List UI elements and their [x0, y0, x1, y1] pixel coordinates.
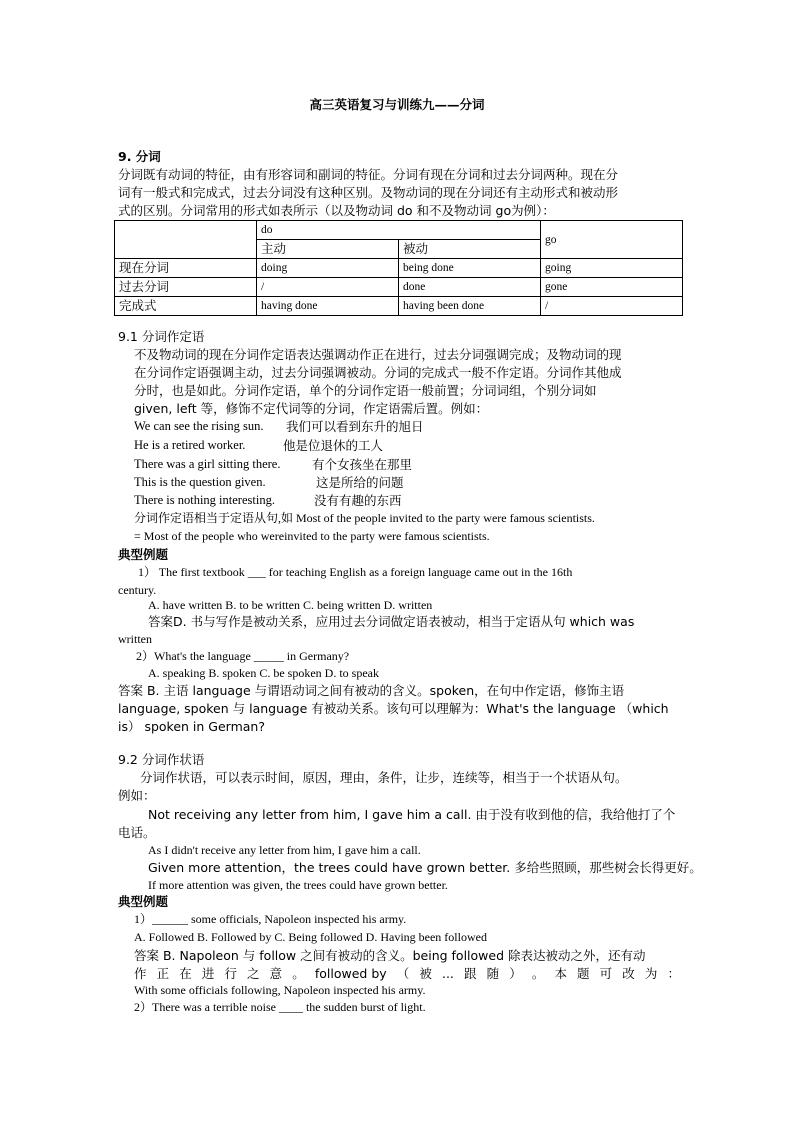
example-en: He is a retired worker. — [134, 438, 246, 452]
row-label: 完成式 — [115, 297, 257, 316]
participle-forms-table — [114, 220, 683, 316]
example-line: 电话。 — [118, 825, 156, 840]
paragraph-line: 例如： — [118, 788, 156, 803]
question-options: A. have written B. to be written C. being written D. written — [148, 598, 433, 612]
cell-passive: being done — [399, 259, 541, 278]
row-label: 过去分词 — [115, 278, 257, 297]
paragraph-line: given, left 等，修饰不定代词等的分词，作定语需后置。例如： — [134, 401, 489, 416]
example-cn: 有个女孩坐在那里 — [312, 457, 413, 472]
cell-active: having done — [257, 297, 399, 316]
cell-go: / — [541, 297, 683, 316]
example-line: Not receiving any letter from him, I gave him a call. 由于没有收到他的信，我给他打了个 — [148, 807, 676, 822]
question-line: 2）There was a terrible noise ____ the sudden burst of light. — [134, 1000, 426, 1014]
example-line: As I didn't receive any letter from him, I gave him a call. — [148, 843, 421, 857]
answer-line: language, spoken 与 language 有被动关系。该句可以理解为：What's the language （which — [118, 701, 669, 716]
question-line: 1）______ some officials, Napoleon inspected his army. — [134, 912, 407, 926]
justified-word: 意 — [269, 966, 283, 981]
table-header-active: 主动 — [257, 240, 399, 259]
table-row — [115, 259, 683, 278]
answer-line: 答案D. 书与写作是被动关系，应用过去分词做定语表被动，相当于定语从句 which was — [148, 614, 635, 629]
justified-word: ... — [441, 966, 454, 981]
paragraph-line: 不及物动词的现在分词作定语表达强调动作正在进行，过去分词强调完成；及物动词的现 — [134, 347, 622, 362]
justified-word: ） — [509, 966, 522, 981]
answer-line: With some officials following, Napoleon inspected his army. — [134, 983, 426, 997]
justified-word: 之 — [247, 966, 260, 981]
table-corner-cell — [115, 221, 257, 259]
justified-word: followed by — [314, 966, 387, 981]
justified-word: 作 — [134, 966, 147, 981]
justified-word: 题 — [577, 966, 590, 981]
answer-line: written — [118, 632, 152, 646]
example-en: This is the question given. — [134, 475, 266, 489]
equivalence-line: = Most of the people who wereinvited to the party were famous scientists. — [134, 529, 490, 543]
example-en: We can see the rising sun. — [134, 419, 264, 433]
typical-examples-heading: 典型例题 — [118, 894, 169, 909]
justified-word: 跟 — [464, 966, 477, 981]
answer-line: 答案 B. Napoleon 与 follow 之间有被动的含义。being followed 除表达被动之外，还有动 — [134, 948, 646, 963]
intro-line-3: 式的区别。分词常用的形式如表所示（以及物动词 do 和不及物动词 go为例）： — [118, 203, 555, 218]
cell-passive: having been done — [399, 297, 541, 316]
example-en: There was a girl sitting there. — [134, 457, 281, 471]
example-cn: 他是位退休的工人 — [283, 438, 384, 453]
question-line: century. — [118, 583, 157, 597]
question-line: 1） The first textbook ___ for teaching English as a foreign language came out in the 16th — [138, 565, 573, 579]
justified-word: 。 — [292, 966, 305, 981]
justified-word: 改 — [622, 966, 635, 981]
page-title: 高三英语复习与训练九——分词 — [309, 97, 485, 112]
cell-go: gone — [541, 278, 683, 297]
table-header-passive: 被动 — [399, 240, 541, 259]
justified-word: ： — [667, 966, 680, 981]
table-row — [115, 297, 683, 316]
paragraph-line: 分词作状语，可以表示时间，原因，理由，条件，让步，连续等，相当于一个状语从句。 — [140, 770, 628, 785]
cell-go: going — [541, 259, 683, 278]
justified-word: 随 — [486, 966, 500, 981]
example-cn: 我们可以看到东升的旭日 — [286, 419, 424, 434]
answer-line: 答案 B. 主语 language 与谓语动词之间有被动的含义。spoken，在句中作定语，修饰主语 — [118, 683, 625, 698]
cell-active: doing — [257, 259, 399, 278]
section-heading: 9. 分词 — [118, 149, 161, 164]
paragraph-line: 在分词作定语强调主动，过去分词强调被动。分词的完成式一般不作定语。分词作其他成 — [134, 365, 622, 380]
justified-word: 在 — [179, 966, 192, 981]
equivalence-line: 分词作定语相当于定语从句,如 Most of the people invited to the party were famous scientists. — [134, 511, 595, 525]
question-options: A. speaking B. spoken C. be spoken D. to speak — [148, 666, 379, 680]
answer-line: is） spoken in German? — [118, 719, 265, 734]
example-line: If more attention was given, the trees could have grown better. — [148, 878, 448, 892]
example-en: There is nothing interesting. — [134, 493, 275, 507]
cell-passive: done — [399, 278, 541, 297]
row-label: 现在分词 — [115, 259, 257, 278]
example-cn: 没有有趣的东西 — [314, 493, 402, 508]
typical-examples-heading: 典型例题 — [118, 547, 169, 562]
cell-active: / — [257, 278, 399, 297]
example-cn: 这是所给的问题 — [316, 475, 404, 490]
table-row — [115, 278, 683, 297]
question-line: 2）What's the language _____ in Germany? — [136, 649, 350, 663]
intro-line-2: 词有一般式和完成式，过去分词没有这种区别。及物动词的现在分词还有主动形式和被动形 — [118, 185, 619, 200]
paragraph-line: 分时，也是如此。分词作定语，单个的分词作定语一般前置；分词词组，个别分词如 — [134, 383, 597, 398]
justified-word: 可 — [599, 966, 613, 981]
justified-word: 本 — [554, 966, 567, 981]
table-header-do: do — [257, 221, 541, 240]
table-header-go: go — [541, 221, 683, 259]
justified-word: 进 — [201, 966, 215, 981]
justified-word: 正 — [156, 966, 170, 981]
answer-line-justified — [134, 965, 680, 982]
subsection-heading-9-2: 9.2 分词作状语 — [118, 752, 205, 767]
justified-word: 为 — [644, 966, 658, 981]
justified-word: 被 — [419, 966, 432, 981]
justified-word: 。 — [531, 966, 545, 981]
example-line: Given more attention，the trees could have grown better. 多给些照顾，那些树会长得更好。 — [148, 860, 702, 875]
question-options: A. Followed B. Followed by C. Being followed D. Having been followed — [134, 930, 487, 944]
subsection-heading-9-1: 9.1 分词作定语 — [118, 329, 205, 344]
justified-word: 行 — [224, 966, 237, 981]
intro-line-1: 分词既有动词的特征，由有形容词和副词的特征。分词有现在分词和过去分词两种。现在分 — [118, 167, 619, 182]
justified-word: （ — [396, 966, 410, 981]
